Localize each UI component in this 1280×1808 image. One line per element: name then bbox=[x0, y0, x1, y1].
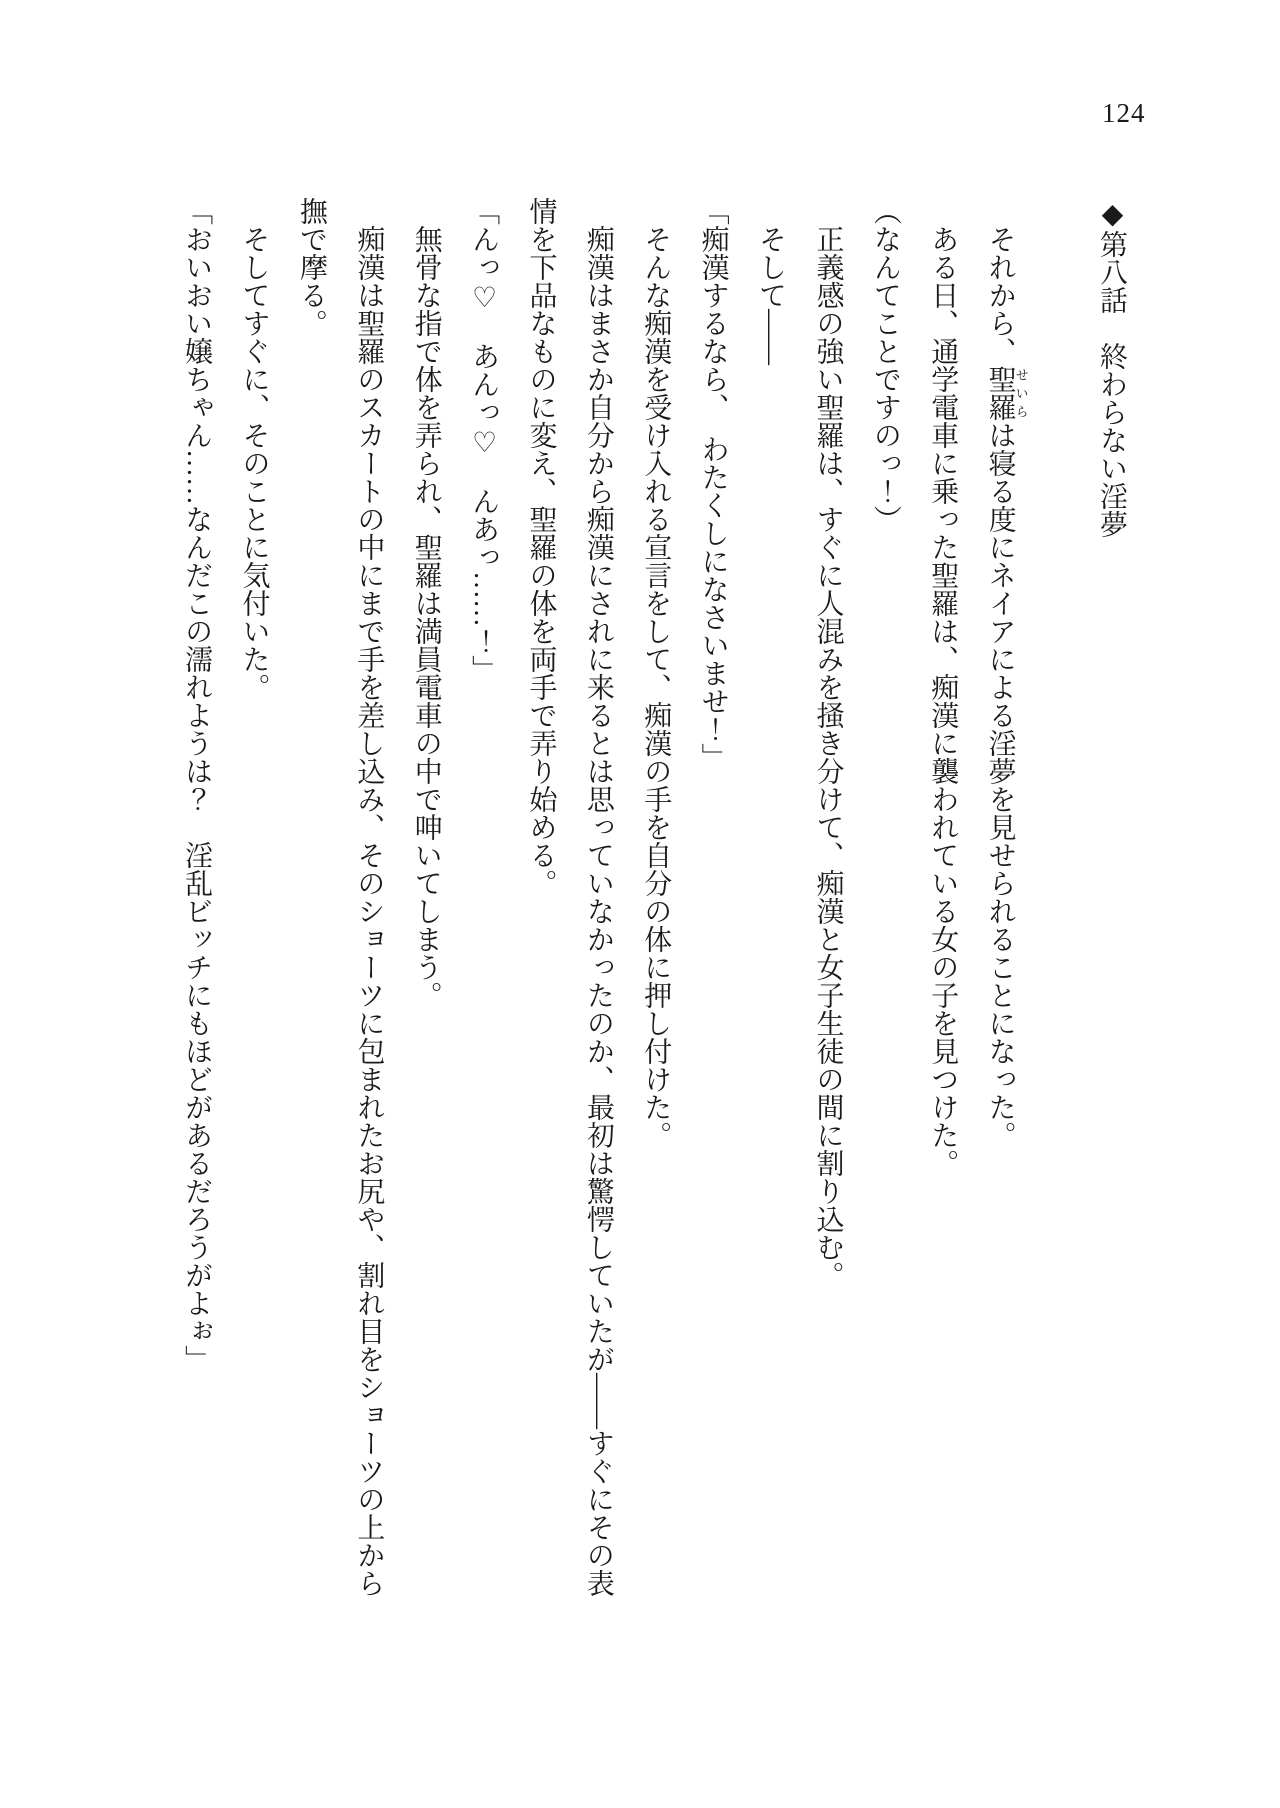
paragraph: そしてすぐに、そのことに気付いた。 bbox=[238, 225, 270, 701]
paragraph: 無骨な指で体を弄られ、聖羅は満員電車の中で呻いてしまう。 bbox=[410, 225, 442, 1009]
paragraph-dialogue: 「んっ♡ あんっ♡ んあっ……！」 bbox=[468, 197, 500, 683]
paragraph-dialogue: 「痴漢するなら、 わたくしになさいませ！」 bbox=[697, 197, 729, 771]
paragraph-dialogue: 「おいおい嬢ちゃん……なんだこの濡れようは？ 淫乱ビッチにもほどがあるだろうがよぉ」 bbox=[181, 197, 213, 1373]
paragraph: 正義感の強い聖羅は、すぐに人混みを掻き分けて、痴漢と女子生徒の間に割り込む。 bbox=[812, 225, 844, 1289]
ruby-base: 聖羅 bbox=[984, 365, 1016, 421]
chapter-title bbox=[1083, 197, 1140, 1609]
paragraph: 痴漢はまさか自分から痴漢にされに来るとは思っていなかったのか、最初は驚愕していたが――すぐにその表情を下品なものに変え、聖羅の体を両手で弄り始める。 bbox=[525, 197, 614, 1597]
paragraph-text: は寝る度にネイアによる淫夢を見せられることになった。 bbox=[984, 421, 1016, 1149]
paragraph: そして―― bbox=[755, 225, 787, 365]
paragraph-thought: （なんてことですのっ！） bbox=[869, 197, 901, 533]
chapter-heading-text: 第八話 終わらない淫夢 bbox=[1096, 230, 1127, 538]
text-area bbox=[130, 197, 1140, 1609]
ruby-seira bbox=[984, 365, 1029, 421]
diamond-marker: ◆ bbox=[1096, 197, 1127, 230]
paragraph: 痴漢は聖羅のスカートの中にまで手を差し込み、そのショーツに包まれたお尻や、割れ目をショーツの上から撫で摩る。 bbox=[295, 197, 385, 1597]
paragraph-text: それから、 bbox=[984, 225, 1016, 365]
paragraph bbox=[971, 197, 1028, 1609]
page-number: 124 bbox=[1102, 98, 1146, 128]
ruby-furigana: せいら bbox=[1013, 365, 1029, 421]
paragraph: そんな痴漢を受け入れる宣言をして、痴漢の手を自分の体に押し付けた。 bbox=[640, 225, 672, 1149]
paragraph: ある日、通学電車に乗った聖羅は、痴漢に襲われている女の子を見つけた。 bbox=[927, 225, 959, 1177]
